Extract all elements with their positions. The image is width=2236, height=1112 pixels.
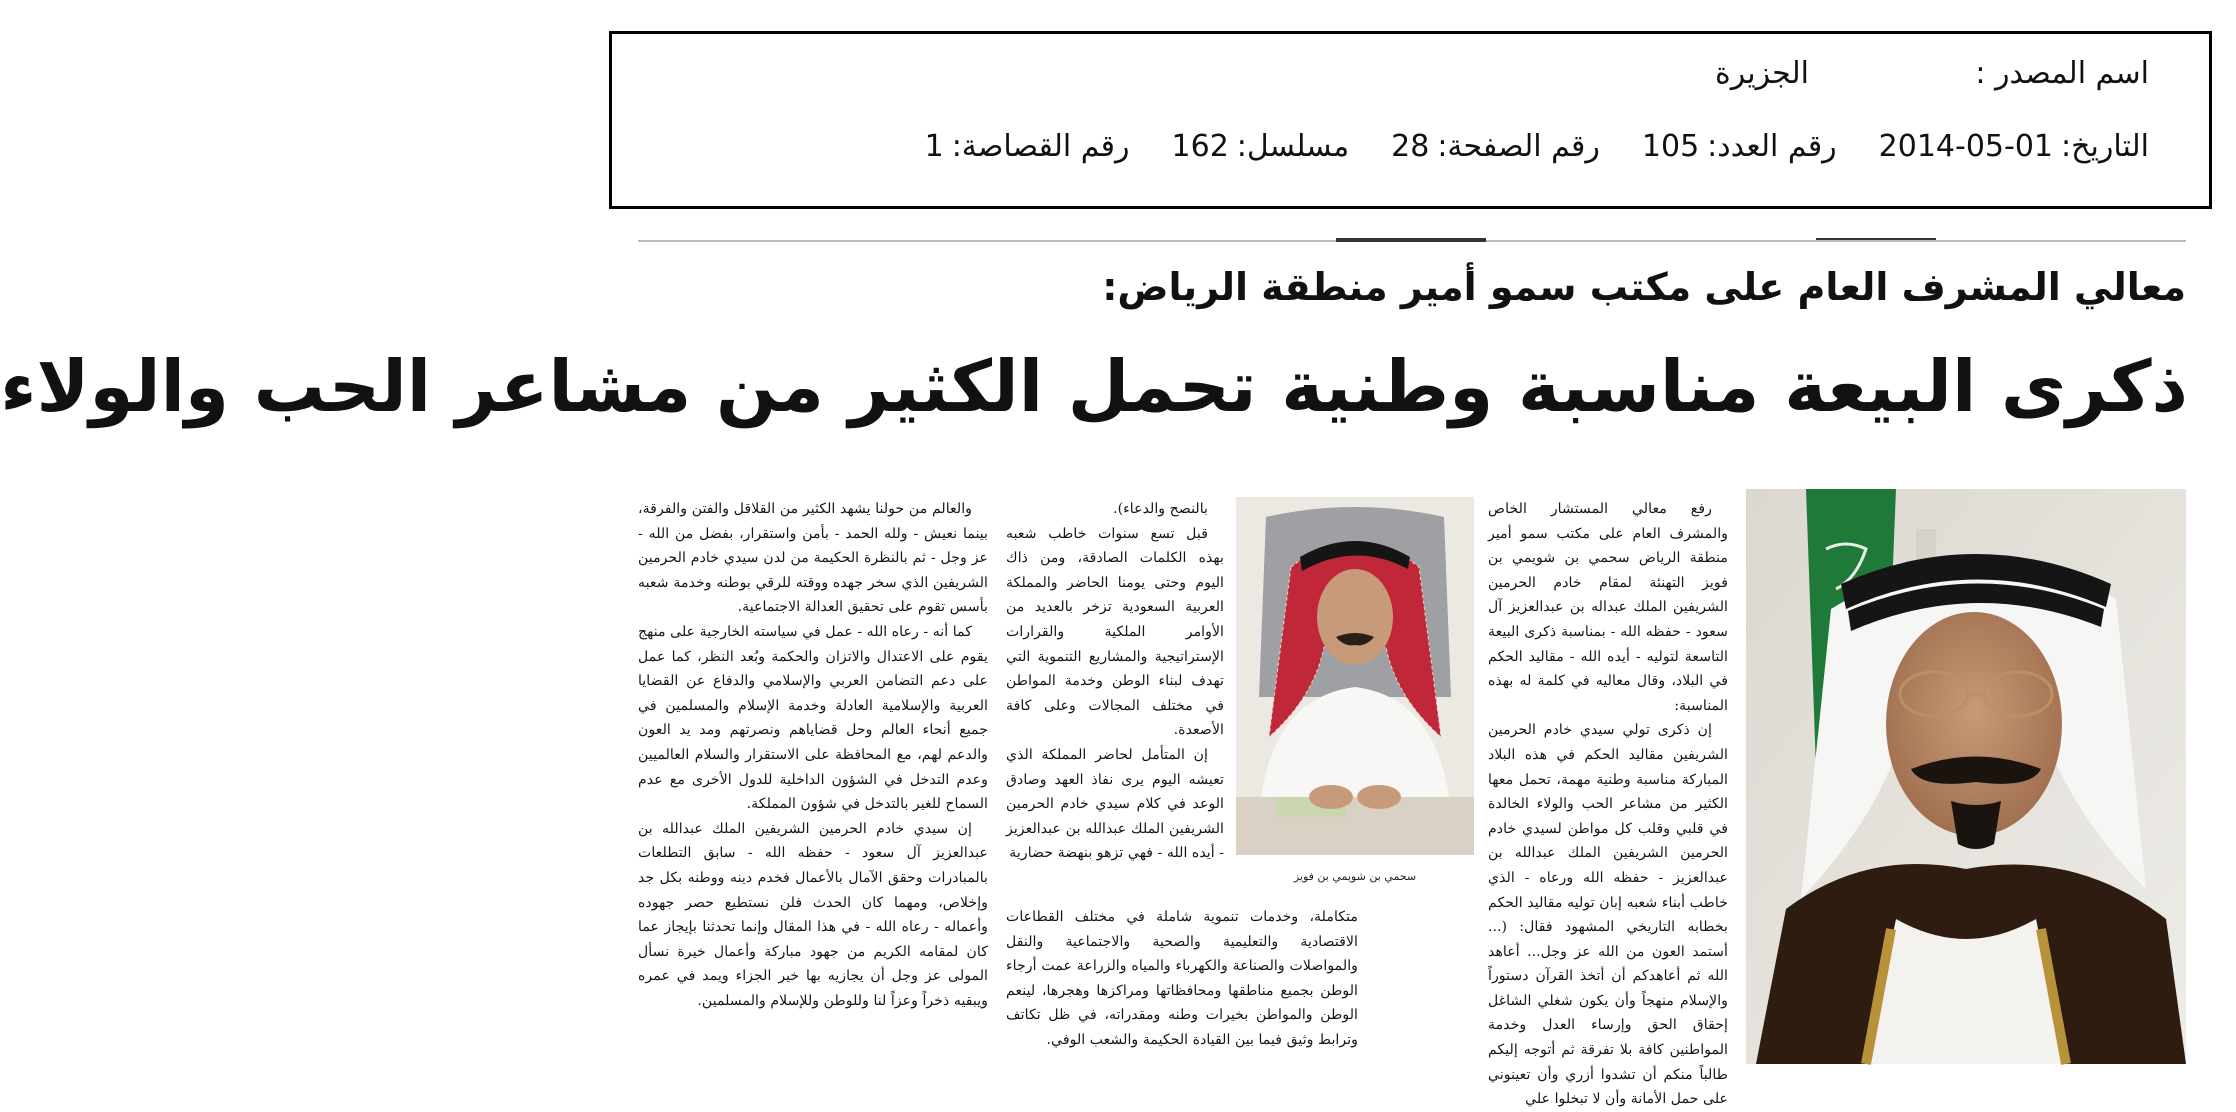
page-value: 28 [1391,129,1430,164]
paragraph: متكاملة، وخدمات تنموية شاملة في مختلف القطاعات الاقتصادية والتعليمية والصحية والاجتماعية والنقل والمواصلات والصناعة والكهرباء والمياه والزراعة عمت أرجاء الوطن بجميع مناطقها ومحافظاتها ومراكزها وهجرها، لينعم الوطن والمواطن بخيرات وطنه ومقدراته، في ظل تكاتف وترابط وثيق فيما بين القيادة الحكيمة والشعب الوفي. [1006,909,1358,1048]
photo-caption: سحمي بن شويمي بن فويز [1293,870,1417,883]
clipping-header [609,31,2212,209]
article-column-1 [1488,497,1728,1108]
article-kicker: معالي المشرف العام على مكتب سمو أمير منطقة الرياض: [1102,265,2186,309]
portrait-illustration [1746,489,2186,1064]
paragraph: قبل تسع سنوات خاطب شعبه بهذه الكلمات الصادقة، ومن ذاك اليوم وحتى يومنا الحاضر والمملكة العربية السعودية تزخر بالعديد من الأوامر الملكية والقرارات الإستراتيجية والمشاريع التنموية التي تهدف لبناء الوطن وخدمة المواطن في مختلف المجالات وعلى كافة الأصعدة. [1006,525,1224,739]
serial-field [1172,129,1350,164]
paragraph: إن المتأمل لحاضر المملكة الذي تعيشه اليوم يرى نفاذ العهد وصادق الوعد في كلام سيدي خادم الحرمين الشريفين الملك عبدالله بن عبدالعزيز - أيده الله - فهي تزهو بنهضة حضارية [1006,746,1224,862]
rule-accent [1816,238,1936,240]
paragraph: كما أنه - رعاه الله - عمل في سياسته الخارجية على منهج يقوم على الاعتدال والاتزان والحكمة وبُعد النظر، كما عمل على دعم التضامن العربي والإسلامي والدفاع عن القضايا العربية والإسلامية العادلة وخدمة الإسلام والمسلمين في جميع أنحاء العالم وحل قضاياهم ونصرتهم ومد يد العون والدعم لهم، مع المحافظة على الاستقرار والسلام العالميين وعدم التدخل في الشؤون الداخلية للدول الأخرى مع عدم السماح للغير بالتدخل في شؤون المملكة. [638,623,988,813]
paragraph: رفع معالي المستشار الخاص والمشرف العام على مكتب سمو أمير منطقة الرياض سحمي بن شويمي بن فويز التهنئة لمقام خادم الحرمين الشريفين الملك عبداله بن عبدالعزيز آل سعود - حفظه الله - بمناسبة ذكرى البيعة التاسعة لتوليه - أيده الله - مقاليد الحكم في البلاد، وقال معاليه في كلمة له بهذه المناسبة: [1488,501,1728,714]
serial-label: مسلسل: [1236,129,1350,164]
paragraph: إن سيدي خادم الحرمين الشريفين الملك عبدالله بن عبدالعزيز آل سعود - حفظه الله - سابق التطلعات بالمبادرات وحقق الآمال بالأعمال فخدم دينه ووطنه بكل جد وإخلاص، ومهما كان الحدث فلن نستطيع حصر جهوده وأعماله - رعاه الله - في هذا المقال وإنما تحدثنا بإيجاز عما كان لمقامه الكريم من جهود مباركة وأعمال خيرة نسأل المولى عز وجل أن يجازيه بها خير الجزاء ويمد في عمره ويبقيه ذخراً وعزاً لنا وللوطن وللإسلام والمسلمين. [638,820,988,1009]
clip-value: 1 [924,129,944,164]
serial-value: 162 [1171,129,1229,164]
article-column-2-top [1006,497,1224,897]
date-value: 2014-05-01 [1878,129,2054,164]
issue-label: رقم العدد: [1707,129,1837,164]
page-field [1391,129,1600,164]
source-value: الجزيرة [1714,56,1809,91]
article-column-3 [638,497,988,1069]
date-label: التاريخ: [2061,129,2149,164]
paragraph: والعالم من حولنا يشهد الكثير من القلاقل والفتن والفرقة، بينما نعيش - ولله الحمد - بأمن واستقرار، بفضل من الله - عز وجل - ثم بالنظرة الحكيمة من لدن سيدي خادم الحرمين الشريفين الذي سخر جهده ووقته للرقي بوطنه وخدمة شعبه بأسس تقوم على تحقيق العدالة الاجتماعية. [638,501,988,616]
meta-row [925,129,2149,164]
king-portrait-photo [1746,489,2186,1064]
paragraph: إن ذكرى تولي سيدي خادم الحرمين الشريفين مقاليد الحكم في هذه البلاد المباركة مناسبة وطنية مهمة، تحمل معها الكثير من مشاعر الحب والولاء الخالدة في قلبي وقلب كل مواطن لسيدي خادم الحرمين الشريفين الملك عبدالله بن عبدالعزيز - حفظه الله ورعاه - الذي خاطب أبناء شعبه إبان توليه مقاليد الحكم بخطابه التاريخي المشهود فقال: (... أستمد العون من الله عز وجل... أعاهد الله ثم أعاهدكم أن أتخذ القرآن دستوراً والإسلام منهجاً وأن يكون شغلي الشاغل إحقاق الحق وإرساء العدل وخدمة المواطنين كافة بلا تفرقة ثم أتوجه إليكم طالباً منكم أن تشدوا أزري وأن تعينوني على حمل الأمانة وأن لا تبخلوا علي [1488,722,1728,1108]
clip-field [925,129,1130,164]
issue-field [1642,129,1837,164]
article-column-2-bottom [1006,905,1358,1069]
paragraph: بالنصح والدعاء). [1113,501,1208,517]
official-illustration [1236,497,1474,855]
official-portrait-photo [1236,497,1474,855]
clip-label: رقم القصاصة: [951,129,1130,164]
rule-accent [1336,238,1486,242]
article-headline: ذكرى البيعة مناسبة وطنية تحمل الكثير من مشاعر الحب والولاء [0,345,2188,428]
page-label: رقم الصفحة: [1437,129,1600,164]
issue-value: 105 [1641,129,1700,164]
date-field [1879,129,2149,164]
source-label: اسم المصدر : [1975,56,2149,91]
